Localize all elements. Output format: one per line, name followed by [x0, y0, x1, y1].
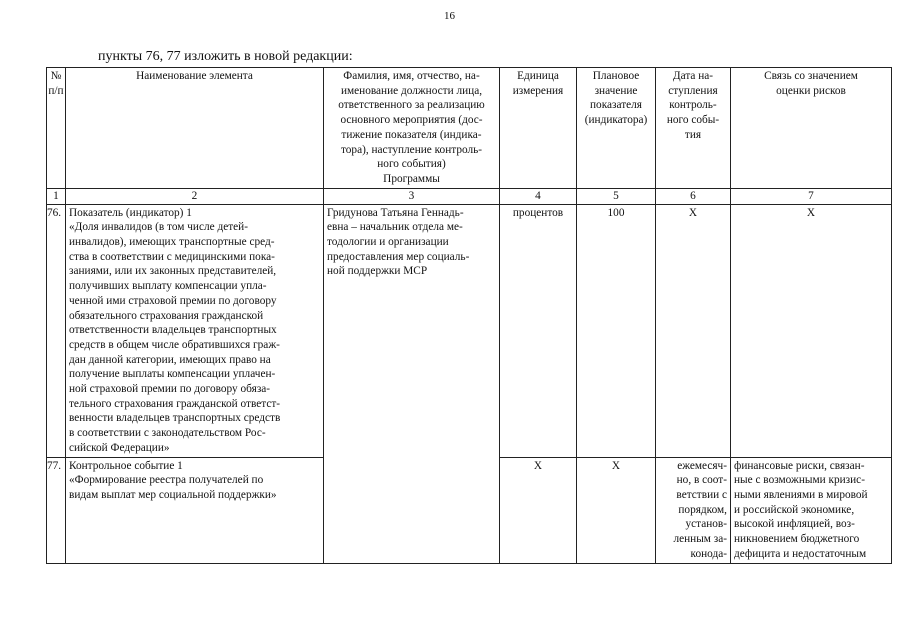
date-value: ежемесяч- но, в соот- ветствии с порядком, установ- ленным за- конода-	[656, 457, 731, 563]
header-row	[47, 68, 892, 189]
planned-value: 100	[577, 204, 656, 457]
row-number: 76.	[47, 204, 66, 457]
risk-value: финансовые риски, связан- ные с возможными кризис- ными явлениями в мировой и российской экономике, высокой инфляцией, воз- никновением бюджетного дефицита и недостаточным	[731, 457, 892, 563]
header-name: Наименование элемента	[66, 68, 324, 189]
header-planned: Плановое значение показателя (индикатора)	[577, 68, 656, 189]
element-name: Показатель (индикатор) 1 «Доля инвалидов (в том числе детей- инвалидов), имеющих транспортные сред- ства в соответствии с медицинскими пока- заниями, или их законных представителей, получивших выплату компенсации упла- ченной ими страховой премии по договору обязательного страхования гражданской ответственности владельцев транспортных средств в общем числе обратившихся граж- дан данной категории, имеющих право на получение выплаты компенсации уплачен- ной страховой премии по договору обяза- тельного страхования гражданской ответст- венности владельцев транспортных средств в соответствии с законодательством Рос- сийской Федерации»	[66, 204, 324, 457]
column-number: 7	[731, 188, 892, 204]
element-name: Контрольное событие 1 «Формирование реестра получателей по видам выплат мер социальной поддержки»	[66, 457, 324, 563]
header-risk: Связь со значением оценки рисков	[731, 68, 892, 189]
date-value: X	[656, 204, 731, 457]
header-responsible: Фамилия, имя, отчество, на- именование должности лица, ответственного за реализацию основного мероприятия (дос- тижение показателя (индика- тора), наступление контроль- ного события) Программы	[324, 68, 500, 189]
column-number: 3	[324, 188, 500, 204]
column-number-row	[47, 188, 892, 204]
column-number: 2	[66, 188, 324, 204]
responsible-person: Гридунова Татьяна Геннадь- евна – начальник отдела ме- тодологии и организации предоставления мер социаль- ной поддержки МСР	[324, 204, 500, 563]
column-number: 4	[500, 188, 577, 204]
column-number: 6	[656, 188, 731, 204]
page-number: 16	[444, 10, 455, 22]
header-num: № п/п	[47, 68, 66, 189]
header-unit: Единица измерения	[500, 68, 577, 189]
unit-value: процентов	[500, 204, 577, 457]
header-date: Дата на- ступления контроль- ного собы- тия	[656, 68, 731, 189]
indicator-table	[46, 67, 892, 564]
planned-value: X	[577, 457, 656, 563]
column-number: 1	[47, 188, 66, 204]
row-number: 77.	[47, 457, 66, 563]
intro-text: пункты 76, 77 изложить в новой редакции:	[98, 49, 353, 64]
column-number: 5	[577, 188, 656, 204]
unit-value: X	[500, 457, 577, 563]
table-row	[47, 204, 892, 457]
risk-value: X	[731, 204, 892, 457]
